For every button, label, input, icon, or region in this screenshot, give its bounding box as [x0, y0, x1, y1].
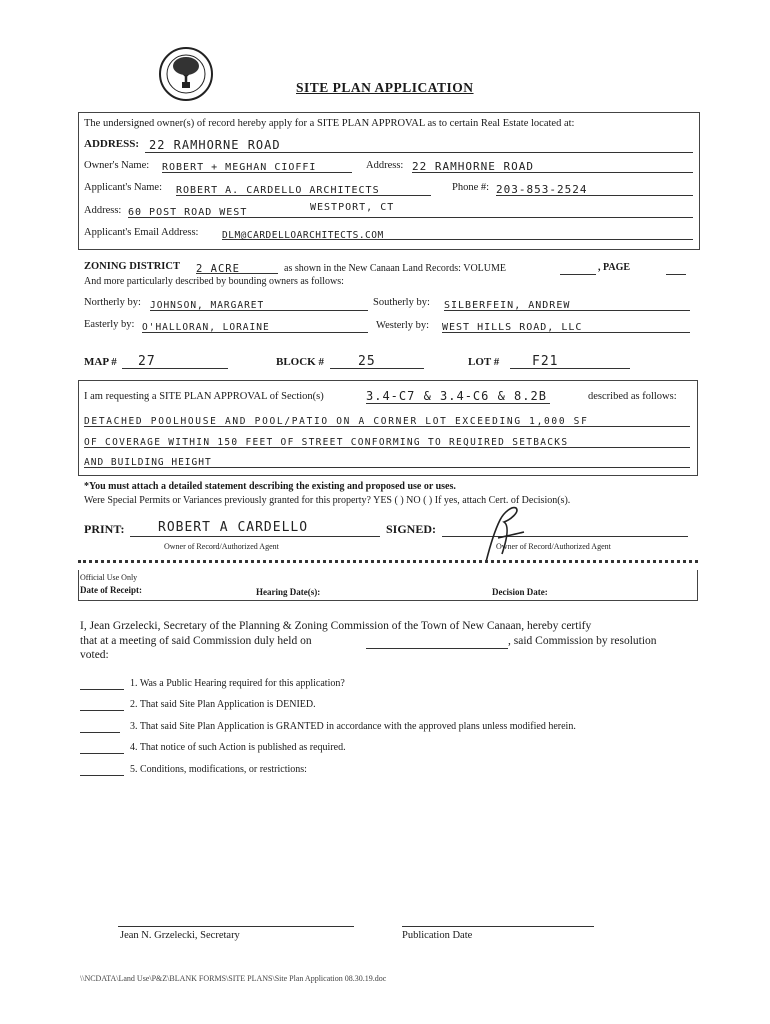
records-text: [284, 263, 506, 274]
east-value: O'HALLORAN, LORAINE: [142, 322, 270, 333]
cert-line-1: I, Jean Grzelecki, Secretary of the Planning & Zoning Commission of the Town of New Canaan, hereby certify: [80, 620, 592, 632]
signed-label: SIGNED:: [386, 522, 437, 536]
bounding-text: And more particularly described by bounding owners as follows:: [84, 276, 344, 287]
hearing-label: Hearing Date(s):: [256, 587, 321, 597]
description-text-2: OF COVERAGE WITHIN 150 FEET OF STREET CONFORMING TO REQUIRED SETBACKS: [84, 437, 569, 448]
west-label: Westerly by:: [376, 320, 430, 331]
decision-label: Decision Date:: [492, 587, 548, 597]
owner-address-value: 22 RAMHORNE ROAD: [412, 160, 534, 173]
signature-scribble: [476, 502, 536, 566]
item-5-text: 5. Conditions, modifications, or restrictions:: [130, 764, 307, 775]
signed-caption: Owner of Record/Authorized Agent: [496, 542, 611, 551]
applicant-address-value: 60 POST ROAD WEST: [128, 207, 248, 218]
owner-name-value: ROBERT + MEGHAN CIOFFI: [162, 162, 317, 173]
west-field[interactable]: [442, 317, 690, 333]
applicant-city-value: WESTPORT, CT: [310, 202, 395, 213]
applicant-name-label: Applicant's Name:: [84, 182, 162, 193]
described-label: described as follows:: [588, 391, 677, 402]
sections-field[interactable]: [366, 387, 550, 404]
zoning-district-field[interactable]: [196, 259, 278, 274]
description-text-3: AND BUILDING HEIGHT: [84, 457, 212, 468]
form-title: SITE PLAN APPLICATION: [296, 80, 474, 95]
official-use-box: [78, 570, 698, 601]
print-value: ROBERT A CARDELLO: [158, 520, 309, 535]
west-value: WEST HILLS ROAD, LLC: [442, 322, 583, 333]
north-field[interactable]: [150, 295, 368, 311]
north-value: JOHNSON, MARGARET: [150, 300, 265, 311]
block-label: BLOCK #: [276, 356, 324, 368]
item-2-blank[interactable]: [80, 704, 124, 711]
intro-text: The undersigned owner(s) of record hereby apply for a SITE PLAN APPROVAL as to certain Real Estate located at:: [84, 118, 575, 129]
east-field[interactable]: [142, 317, 368, 333]
item-2-text: 2. That said Site Plan Application is DENIED.: [130, 699, 316, 710]
item-5-blank[interactable]: [80, 769, 124, 776]
block-value: 25: [358, 354, 376, 369]
map-field[interactable]: [122, 352, 228, 369]
east-label: Easterly by:: [84, 319, 135, 330]
cert-line-2b: , said Commission by resolution: [508, 635, 657, 647]
description-line-2[interactable]: [84, 432, 690, 448]
page-field[interactable]: [666, 262, 686, 275]
item-4-text: 4. That notice of such Action is published as required.: [130, 742, 346, 753]
address-label: ADDRESS:: [84, 138, 140, 150]
cert-line-2a: that at a meeting of said Commission duly held on: [80, 635, 312, 647]
print-caption: Owner of Record/Authorized Agent: [164, 542, 279, 551]
records-label: as shown in the New Canaan Land Records: VOLUME: [284, 263, 506, 274]
item-4-blank[interactable]: [80, 747, 124, 754]
zoning-district-value: 2 ACRE: [196, 263, 240, 275]
lot-value: F21: [532, 354, 559, 369]
publication-date-line[interactable]: [402, 920, 594, 927]
owner-address-label: Address:: [366, 160, 404, 171]
owner-address-field[interactable]: [412, 157, 693, 173]
email-value: DLM@CARDELLOARCHITECTS.COM: [222, 230, 384, 241]
address-value: 22 RAMHORNE ROAD: [149, 138, 281, 152]
file-path: \\NCDATA\Land Use\P&Z\BLANK FORMS\SITE PLANS\Site Plan Application 08.30.19.doc: [80, 974, 387, 983]
meeting-date-field[interactable]: [366, 636, 508, 649]
volume-field[interactable]: [560, 262, 596, 275]
item-1-blank[interactable]: [80, 683, 124, 690]
block-field[interactable]: [330, 352, 424, 369]
map-value: 27: [138, 354, 156, 369]
lot-field[interactable]: [510, 352, 630, 369]
cert-line-3: voted:: [80, 649, 109, 661]
publication-caption: Publication Date: [402, 930, 473, 941]
phone-label: Phone #:: [452, 182, 490, 193]
owner-name-label: Owner's Name:: [84, 160, 150, 171]
attach-note: *You must attach a detailed statement describing the existing and proposed use or uses.: [84, 481, 456, 492]
special-permits-question: Were Special Permits or Variances previously granted for this property? YES ( ) NO ( ) If yes, attach Cert. of Decision(s).: [84, 495, 571, 506]
zoning-district-label: ZONING DISTRICT: [84, 261, 180, 272]
south-label: Southerly by:: [373, 297, 430, 308]
print-field[interactable]: [130, 518, 380, 537]
address-field[interactable]: [145, 136, 693, 153]
applicant-address-field[interactable]: [128, 202, 693, 218]
print-label: PRINT:: [84, 522, 125, 536]
item-3-text: 3. That said Site Plan Application is GRANTED in accordance with the approved plans unless modified herein.: [130, 721, 576, 732]
phone-value: 203-853-2524: [496, 183, 588, 196]
owner-name-field[interactable]: [162, 157, 352, 173]
map-label: MAP #: [84, 356, 117, 368]
south-field[interactable]: [444, 295, 690, 311]
applicant-address-label: Address:: [84, 205, 122, 216]
phone-field[interactable]: [496, 180, 693, 196]
north-label: Northerly by:: [84, 297, 141, 308]
description-line-3[interactable]: [84, 452, 690, 468]
south-value: SILBERFEIN, ANDREW: [444, 300, 571, 311]
secretary-caption: Jean N. Grzelecki, Secretary: [120, 930, 240, 941]
town-seal-logo: [158, 46, 214, 102]
description-text-1: DETACHED POOLHOUSE AND POOL/PATIO ON A CORNER LOT EXCEEDING 1,000 SF: [84, 416, 589, 427]
applicant-name-value: ROBERT A. CARDELLO ARCHITECTS: [176, 185, 380, 196]
description-line-1[interactable]: [84, 411, 690, 427]
applicant-name-field[interactable]: [176, 180, 431, 196]
sections-value: 3.4-C7 & 3.4-C6 & 8.2B: [366, 389, 547, 403]
item-1-text: 1. Was a Public Hearing required for this application?: [130, 678, 345, 689]
page-label: , PAGE: [598, 262, 631, 273]
official-use-label: Official Use Only: [80, 573, 138, 582]
secretary-signature-line[interactable]: [118, 920, 354, 927]
receipt-label: Date of Receipt:: [80, 585, 142, 595]
email-field[interactable]: [222, 225, 693, 240]
item-3-blank[interactable]: [80, 726, 120, 733]
lot-label: LOT #: [468, 356, 500, 368]
dotted-divider: [78, 560, 698, 563]
request-intro: I am requesting a SITE PLAN APPROVAL of Section(s): [84, 391, 324, 402]
email-label: Applicant's Email Address:: [84, 227, 199, 238]
